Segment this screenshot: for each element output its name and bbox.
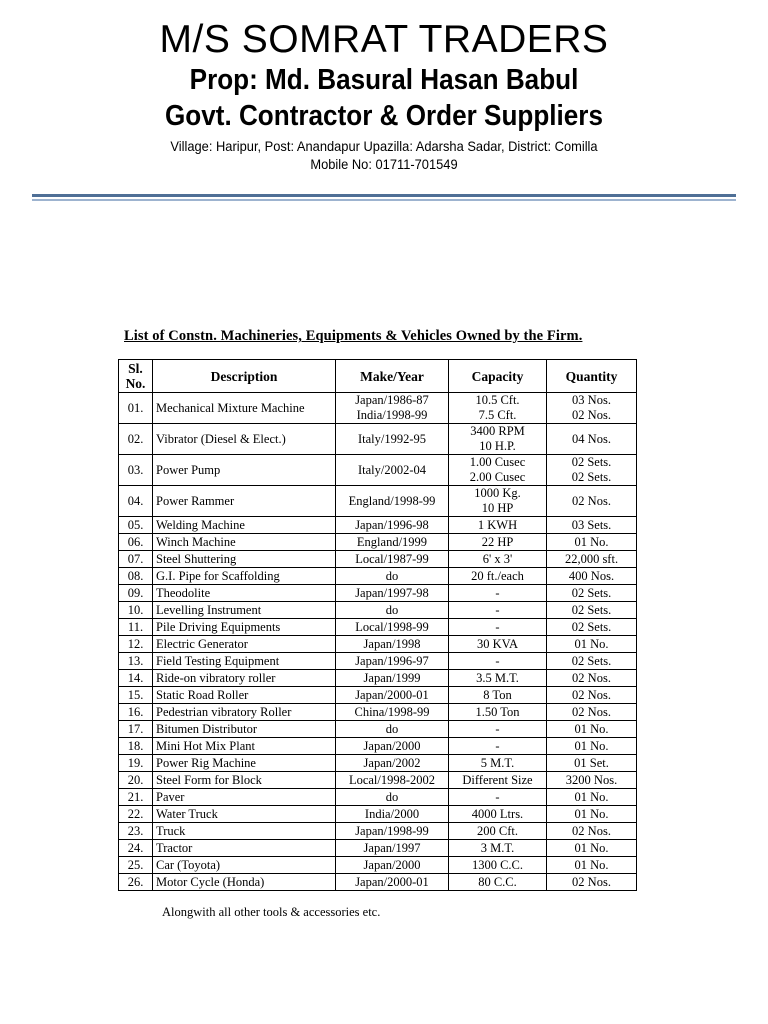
cell-sl: 02. — [119, 424, 153, 455]
cell-quantity-line: 01 Set. — [574, 755, 609, 770]
cell-make-year — [336, 424, 449, 455]
cell-capacity — [449, 534, 547, 551]
cell-make-year — [336, 721, 449, 738]
cell-capacity-line: 8 Ton — [483, 687, 512, 702]
cell-quantity — [547, 568, 637, 585]
cell-quantity — [547, 455, 637, 486]
cell-capacity — [449, 424, 547, 455]
cell-sl: 04. — [119, 486, 153, 517]
cell-capacity — [449, 653, 547, 670]
cell-quantity — [547, 551, 637, 568]
cell-quantity-line: 01 No. — [574, 636, 609, 651]
cell-capacity — [449, 486, 547, 517]
cell-description: Bitumen Distributor — [153, 721, 336, 738]
cell-capacity-line: 3 M.T. — [480, 840, 515, 855]
cell-description: Steel Shuttering — [153, 551, 336, 568]
cell-quantity — [547, 840, 637, 857]
cell-description: G.I. Pipe for Scaffolding — [153, 568, 336, 585]
cell-quantity — [547, 636, 637, 653]
cell-description: Static Road Roller — [153, 687, 336, 704]
table-row — [119, 823, 637, 840]
cell-capacity — [449, 455, 547, 486]
table-row — [119, 857, 637, 874]
cell-quantity-line: 02 Sets. — [571, 470, 612, 484]
cell-description: Pile Driving Equipments — [153, 619, 336, 636]
cell-capacity-line: 1.00 Cusec — [469, 455, 526, 469]
cell-make-year — [336, 874, 449, 891]
table-row — [119, 738, 637, 755]
cell-quantity — [547, 619, 637, 636]
table-row — [119, 806, 637, 823]
cell-capacity — [449, 670, 547, 687]
cell-sl: 12. — [119, 636, 153, 653]
cell-capacity — [449, 551, 547, 568]
table-row — [119, 687, 637, 704]
cell-sl: 26. — [119, 874, 153, 891]
cell-description: Paver — [153, 789, 336, 806]
cell-capacity — [449, 738, 547, 755]
cell-make-year — [336, 602, 449, 619]
cell-capacity-line: 30 KVA — [476, 636, 519, 651]
cell-make-year-line: Japan/2000 — [363, 857, 421, 872]
cell-capacity-line: 10.5 Cft. — [475, 393, 520, 407]
cell-quantity-line: 02 Nos. — [572, 874, 611, 889]
cell-quantity — [547, 874, 637, 891]
cell-sl: 10. — [119, 602, 153, 619]
cell-quantity-line: 01 No. — [574, 840, 609, 855]
cell-capacity-line: 20 ft./each — [471, 568, 524, 583]
cell-capacity-line: 3.5 M.T. — [476, 670, 519, 685]
cell-make-year — [336, 755, 449, 772]
cell-make-year-line: Japan/1997 — [363, 840, 421, 855]
cell-quantity-line: 02 Sets. — [571, 455, 612, 469]
cell-quantity — [547, 602, 637, 619]
cell-sl: 19. — [119, 755, 153, 772]
cell-capacity-line: - — [495, 602, 500, 617]
table-row — [119, 602, 637, 619]
cell-quantity — [547, 738, 637, 755]
cell-sl: 03. — [119, 455, 153, 486]
header-make-year: Make/Year — [336, 360, 449, 393]
cell-quantity — [547, 517, 637, 534]
cell-make-year — [336, 619, 449, 636]
cell-make-year — [336, 534, 449, 551]
cell-sl: 06. — [119, 534, 153, 551]
cell-quantity — [547, 486, 637, 517]
cell-capacity — [449, 687, 547, 704]
cell-make-year-line: do — [385, 568, 399, 583]
cell-capacity-line: 1 KWH — [477, 517, 518, 532]
cell-quantity-line: 01 No. — [574, 738, 609, 753]
header-divider — [32, 194, 736, 197]
cell-make-year-line: Italy/2002-04 — [357, 462, 427, 477]
cell-quantity — [547, 789, 637, 806]
cell-capacity — [449, 823, 547, 840]
cell-capacity-line: 7.5 Cft. — [478, 408, 517, 422]
cell-make-year — [336, 840, 449, 857]
cell-capacity — [449, 636, 547, 653]
table-row — [119, 568, 637, 585]
cell-quantity-line: 02 Nos. — [572, 670, 611, 685]
cell-capacity-line: 1000 Kg. — [474, 486, 521, 500]
cell-make-year-line: England/1999 — [356, 534, 428, 549]
cell-quantity-line: 03 Nos. — [572, 393, 611, 407]
cell-capacity — [449, 789, 547, 806]
cell-sl: 17. — [119, 721, 153, 738]
cell-make-year-line: do — [385, 721, 399, 736]
cell-quantity-line: 22,000 sft. — [564, 551, 619, 566]
cell-quantity — [547, 772, 637, 789]
cell-make-year — [336, 393, 449, 424]
cell-capacity-line: - — [495, 619, 500, 634]
cell-quantity — [547, 687, 637, 704]
cell-description: Electric Generator — [153, 636, 336, 653]
table-row — [119, 721, 637, 738]
cell-capacity — [449, 585, 547, 602]
cell-make-year — [336, 568, 449, 585]
cell-make-year-line: India/2000 — [364, 806, 420, 821]
table-row — [119, 551, 637, 568]
cell-description: Water Truck — [153, 806, 336, 823]
cell-capacity — [449, 874, 547, 891]
cell-make-year — [336, 789, 449, 806]
cell-capacity-line: - — [495, 789, 500, 804]
cell-make-year-line: Japan/1998 — [363, 636, 421, 651]
table-row — [119, 619, 637, 636]
table-row — [119, 874, 637, 891]
cell-make-year-line: do — [385, 602, 399, 617]
cell-sl: 20. — [119, 772, 153, 789]
cell-quantity-line: 03 Sets. — [571, 517, 612, 532]
cell-make-year — [336, 806, 449, 823]
header-description: Description — [153, 360, 336, 393]
cell-make-year — [336, 486, 449, 517]
cell-make-year — [336, 551, 449, 568]
cell-quantity-line: 01 No. — [574, 857, 609, 872]
cell-quantity-line: 3200 Nos. — [565, 772, 618, 787]
cell-capacity-line: 10 HP — [481, 501, 514, 515]
header-sl: Sl. No. — [119, 360, 153, 393]
cell-capacity-line: 4000 Ltrs. — [471, 806, 524, 821]
cell-quantity — [547, 857, 637, 874]
cell-capacity — [449, 755, 547, 772]
cell-quantity-line: 02 Nos. — [572, 408, 611, 422]
cell-make-year — [336, 823, 449, 840]
cell-make-year — [336, 585, 449, 602]
cell-quantity-line: 04 Nos. — [572, 431, 611, 446]
cell-capacity — [449, 568, 547, 585]
cell-make-year — [336, 857, 449, 874]
cell-quantity — [547, 823, 637, 840]
header-capacity: Capacity — [449, 360, 547, 393]
cell-capacity — [449, 517, 547, 534]
cell-description: Tractor — [153, 840, 336, 857]
table-row — [119, 636, 637, 653]
cell-quantity — [547, 534, 637, 551]
table-row — [119, 393, 637, 424]
cell-make-year-line: India/1998-99 — [356, 408, 428, 422]
cell-capacity-line: 6' x 3' — [482, 551, 513, 566]
cell-make-year — [336, 687, 449, 704]
cell-make-year-line: Japan/2000-01 — [355, 687, 429, 702]
cell-make-year-line: Local/1998-2002 — [348, 772, 436, 787]
table-row — [119, 840, 637, 857]
cell-capacity-line: 200 Cft. — [477, 823, 518, 838]
cell-quantity — [547, 721, 637, 738]
cell-description: Steel Form for Block — [153, 772, 336, 789]
cell-make-year-line: Italy/1992-95 — [357, 431, 427, 446]
cell-sl: 11. — [119, 619, 153, 636]
cell-capacity — [449, 772, 547, 789]
cell-make-year — [336, 738, 449, 755]
cell-capacity-line: 1300 C.C. — [471, 857, 524, 872]
table-row — [119, 789, 637, 806]
cell-quantity-line: 400 Nos. — [568, 568, 615, 583]
table-row — [119, 704, 637, 721]
company-tagline: Govt. Contractor & Order Suppliers — [165, 100, 603, 132]
cell-sl: 25. — [119, 857, 153, 874]
company-name: M/S SOMRAT TRADERS — [159, 18, 609, 61]
cell-quantity-line: 02 Nos. — [572, 493, 611, 508]
cell-quantity — [547, 424, 637, 455]
company-mobile: Mobile No: 01711-701549 — [310, 156, 458, 172]
cell-sl: 18. — [119, 738, 153, 755]
cell-capacity-line: 5 M.T. — [480, 755, 515, 770]
cell-quantity-line: 02 Sets. — [571, 602, 612, 617]
table-row — [119, 534, 637, 551]
cell-make-year — [336, 636, 449, 653]
cell-make-year-line: Japan/1996-98 — [355, 517, 429, 532]
cell-make-year-line: Local/1987-99 — [355, 551, 429, 566]
cell-capacity-line: - — [495, 653, 500, 668]
cell-sl: 13. — [119, 653, 153, 670]
cell-make-year-line: Japan/1998-99 — [355, 823, 429, 838]
cell-quantity-line: 02 Sets. — [571, 619, 612, 634]
cell-make-year-line: England/1998-99 — [348, 493, 436, 508]
equipment-table — [118, 359, 637, 891]
cell-capacity-line: 1.50 Ton — [475, 704, 520, 719]
cell-make-year-line: Japan/2002 — [363, 755, 421, 770]
header-quantity: Quantity — [547, 360, 637, 393]
cell-quantity-line: 01 No. — [574, 806, 609, 821]
cell-description: Power Rig Machine — [153, 755, 336, 772]
table-row — [119, 772, 637, 789]
cell-sl: 07. — [119, 551, 153, 568]
table-row — [119, 424, 637, 455]
cell-sl: 01. — [119, 393, 153, 424]
table-row — [119, 670, 637, 687]
cell-sl: 05. — [119, 517, 153, 534]
cell-capacity — [449, 840, 547, 857]
cell-capacity — [449, 704, 547, 721]
table-row — [119, 517, 637, 534]
cell-capacity — [449, 806, 547, 823]
cell-capacity-line: Different Size — [462, 772, 533, 787]
list-title: List of Constn. Machineries, Equipments & Vehicles Owned by the Firm. — [124, 328, 583, 344]
cell-capacity-line: 3400 RPM — [470, 424, 525, 438]
cell-sl: 22. — [119, 806, 153, 823]
cell-sl: 16. — [119, 704, 153, 721]
table-body — [119, 393, 637, 891]
cell-quantity-line: 02 Nos. — [572, 704, 611, 719]
cell-make-year — [336, 653, 449, 670]
cell-make-year — [336, 704, 449, 721]
cell-capacity-line: 10 H.P. — [479, 439, 516, 453]
cell-sl: 09. — [119, 585, 153, 602]
table-row — [119, 455, 637, 486]
cell-capacity-line: - — [495, 585, 500, 600]
cell-make-year-line: Japan/1996-97 — [355, 653, 429, 668]
cell-capacity — [449, 857, 547, 874]
cell-description: Motor Cycle (Honda) — [153, 874, 336, 891]
cell-description: Levelling Instrument — [153, 602, 336, 619]
cell-quantity — [547, 653, 637, 670]
cell-make-year-line: Japan/2000 — [363, 738, 421, 753]
table-row — [119, 755, 637, 772]
table-row — [119, 653, 637, 670]
cell-quantity-line: 01 No. — [574, 721, 609, 736]
cell-capacity — [449, 393, 547, 424]
cell-description: Car (Toyota) — [153, 857, 336, 874]
cell-quantity-line: 02 Nos. — [572, 687, 611, 702]
cell-capacity — [449, 721, 547, 738]
cell-quantity — [547, 704, 637, 721]
cell-description: Pedestrian vibratory Roller — [153, 704, 336, 721]
cell-quantity — [547, 670, 637, 687]
cell-description: Vibrator (Diesel & Elect.) — [153, 424, 336, 455]
cell-make-year — [336, 517, 449, 534]
cell-quantity-line: 02 Sets. — [571, 653, 612, 668]
cell-sl: 08. — [119, 568, 153, 585]
cell-sl: 15. — [119, 687, 153, 704]
cell-description: Ride-on vibratory roller — [153, 670, 336, 687]
equipment-list-scan — [118, 328, 640, 920]
cell-make-year — [336, 455, 449, 486]
header-divider-light — [32, 199, 736, 201]
cell-description: Truck — [153, 823, 336, 840]
cell-description: Field Testing Equipment — [153, 653, 336, 670]
cell-capacity — [449, 619, 547, 636]
cell-make-year — [336, 670, 449, 687]
cell-sl: 21. — [119, 789, 153, 806]
cell-quantity — [547, 755, 637, 772]
cell-make-year-line: Local/1998-99 — [355, 619, 429, 634]
cell-quantity — [547, 806, 637, 823]
cell-capacity-line: 80 C.C. — [478, 874, 517, 889]
cell-make-year-line: China/1998-99 — [354, 704, 430, 719]
table-row — [119, 486, 637, 517]
footnote: Alongwith all other tools & accessories etc. — [162, 905, 381, 919]
cell-make-year — [336, 772, 449, 789]
cell-capacity-line: - — [495, 738, 500, 753]
company-address: Village: Haripur, Post: Anandapur Upazilla: Adarsha Sadar, District: Comilla — [170, 138, 598, 154]
cell-description: Power Pump — [153, 455, 336, 486]
cell-quantity-line: 02 Sets. — [571, 585, 612, 600]
table-row — [119, 585, 637, 602]
cell-make-year-line: Japan/1986-87 — [355, 393, 429, 407]
cell-description: Theodolite — [153, 585, 336, 602]
cell-capacity-line: 22 HP — [481, 534, 514, 549]
cell-capacity-line: - — [495, 721, 500, 736]
cell-description: Mini Hot Mix Plant — [153, 738, 336, 755]
cell-capacity-line: 2.00 Cusec — [469, 470, 526, 484]
cell-make-year-line: Japan/1997-98 — [355, 585, 429, 600]
cell-make-year-line: do — [385, 789, 399, 804]
cell-quantity-line: 01 No. — [574, 789, 609, 804]
table-header-row — [119, 360, 637, 393]
cell-description: Power Rammer — [153, 486, 336, 517]
cell-make-year-line: Japan/1999 — [363, 670, 421, 685]
proprietor-name: Prop: Md. Basural Hasan Babul — [189, 64, 579, 96]
cell-capacity — [449, 602, 547, 619]
cell-sl: 14. — [119, 670, 153, 687]
cell-description: Mechanical Mixture Machine — [153, 393, 336, 424]
cell-quantity — [547, 585, 637, 602]
cell-quantity-line: 01 No. — [574, 534, 609, 549]
cell-make-year-line: Japan/2000-01 — [355, 874, 429, 889]
cell-description: Winch Machine — [153, 534, 336, 551]
cell-sl: 23. — [119, 823, 153, 840]
cell-quantity-line: 02 Nos. — [572, 823, 611, 838]
cell-description: Welding Machine — [153, 517, 336, 534]
letterhead — [0, 18, 768, 173]
cell-quantity — [547, 393, 637, 424]
cell-sl: 24. — [119, 840, 153, 857]
